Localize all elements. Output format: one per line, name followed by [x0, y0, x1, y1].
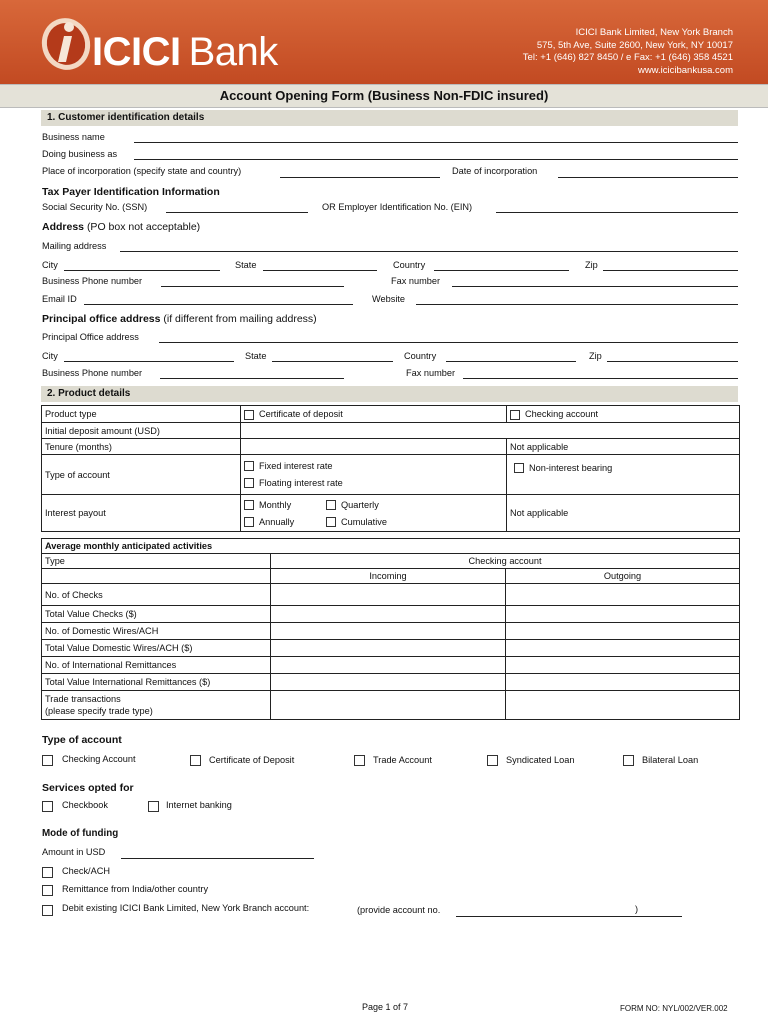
- fax-field[interactable]: [452, 286, 738, 287]
- branch-address: [523, 27, 733, 77]
- tenure-field[interactable]: [241, 439, 507, 455]
- principal-city-label: City: [42, 351, 58, 361]
- principal-address-field[interactable]: [159, 342, 738, 343]
- dba-label: Doing business as: [42, 149, 118, 159]
- fax-label: Fax number: [391, 276, 441, 286]
- interest-payout-label: Interest payout: [42, 495, 241, 532]
- form-number: FORM NO: NYL/002/VER.002: [620, 1004, 728, 1013]
- checking-account-checkbox[interactable]: [42, 755, 53, 766]
- page-header: [0, 0, 768, 84]
- email-label: Email ID: [42, 294, 77, 304]
- tenure-na: Not applicable: [507, 439, 740, 455]
- provide-account-label: (provide account no.: [357, 905, 441, 915]
- check-ach-label: Check/ACH: [62, 866, 110, 876]
- table-row-label: No. of International Remittances: [42, 657, 271, 674]
- checkbox[interactable]: [244, 410, 254, 420]
- incoming-cell[interactable]: [271, 657, 506, 674]
- incoming-cell[interactable]: [271, 584, 506, 606]
- date-of-incorporation-label: Date of incorporation: [452, 166, 538, 176]
- checkbox[interactable]: [326, 500, 336, 510]
- dba-field[interactable]: [134, 159, 738, 160]
- outgoing-cell[interactable]: [506, 691, 740, 720]
- payout-na: Not applicable: [507, 495, 740, 532]
- outgoing-cell[interactable]: [506, 640, 740, 657]
- ein-label: OR Employer Identification No. (EIN): [322, 202, 473, 212]
- check-ach-checkbox[interactable]: [42, 867, 53, 878]
- outgoing-cell[interactable]: [506, 606, 740, 623]
- account-number-field[interactable]: [456, 916, 682, 917]
- email-field[interactable]: [84, 304, 353, 305]
- section-heading-product: 2. Product details: [41, 386, 738, 402]
- quarterly-option[interactable]: Quarterly: [326, 499, 379, 511]
- debit-account-label: Debit existing ICICI Bank Limited, New York Branch account:: [62, 903, 310, 913]
- ssn-field[interactable]: [166, 212, 308, 213]
- principal-office-heading: Principal office address (if different from mailing address): [42, 313, 317, 325]
- trade-account-checkbox[interactable]: [354, 755, 365, 766]
- remittance-label: Remittance from India/other country: [62, 884, 209, 894]
- principal-address-label: Principal Office address: [42, 332, 139, 342]
- principal-country-label: Country: [404, 351, 437, 361]
- amount-usd-label: Amount in USD: [42, 847, 106, 857]
- checkbook-checkbox[interactable]: [42, 801, 53, 812]
- fixed-rate-option[interactable]: Fixed interest rate: [244, 458, 503, 475]
- close-paren: ): [635, 904, 639, 914]
- incoming-cell[interactable]: [271, 623, 506, 640]
- cd-option[interactable]: Certificate of deposit: [241, 406, 507, 423]
- branch-line: 575, 5th Ave, Suite 2600, New York, NY 10017: [536, 39, 733, 51]
- checkbox[interactable]: [244, 461, 254, 471]
- initial-deposit-label: Initial deposit amount (USD): [42, 423, 241, 439]
- mailing-address-field[interactable]: [120, 251, 738, 252]
- mailing-address-label: Mailing address: [42, 241, 107, 251]
- principal-city-field[interactable]: [64, 361, 234, 362]
- page-number: Page 1 of 7: [362, 1002, 409, 1012]
- website-field[interactable]: [416, 304, 738, 305]
- services-heading: Services opted for: [42, 782, 134, 794]
- business-phone-label: Business Phone number: [42, 276, 143, 286]
- place-of-incorporation-field[interactable]: [280, 177, 440, 178]
- non-interest-option[interactable]: Non-interest bearing: [510, 459, 736, 476]
- country-label: Country: [393, 260, 426, 270]
- country-field[interactable]: [434, 270, 569, 271]
- ein-field[interactable]: [496, 212, 738, 213]
- monthly-option[interactable]: Monthly: [244, 499, 326, 511]
- checkbook-label: Checkbook: [62, 800, 108, 810]
- bank-logo: ICICI Bank: [92, 30, 278, 74]
- funding-heading: Mode of funding: [42, 828, 119, 839]
- bilateral-loan-checkbox[interactable]: [623, 755, 634, 766]
- checkbox[interactable]: [244, 478, 254, 488]
- syndicated-loan-checkbox[interactable]: [487, 755, 498, 766]
- date-of-incorporation-field[interactable]: [558, 177, 738, 178]
- branch-line: Tel: +1 (646) 827 8450 / e Fax: +1 (646) 358 4521: [522, 52, 733, 63]
- outgoing-cell[interactable]: [506, 674, 740, 691]
- principal-phone-label: Business Phone number: [42, 368, 143, 378]
- checkbox[interactable]: [510, 410, 520, 420]
- amount-usd-field[interactable]: [121, 858, 314, 859]
- state-field[interactable]: [263, 270, 377, 271]
- internet-banking-label: Internet banking: [166, 800, 232, 810]
- tenure-label: Tenure (months): [42, 439, 241, 455]
- principal-state-label: State: [245, 351, 267, 361]
- principal-country-field[interactable]: [446, 361, 576, 362]
- website-label: Website: [372, 294, 406, 304]
- checkbox[interactable]: [514, 463, 524, 473]
- checkbox[interactable]: [244, 517, 254, 527]
- form-title: Account Opening Form (Business Non-FDIC insured): [0, 84, 768, 108]
- outgoing-header: Outgoing: [506, 569, 740, 584]
- table-row-label: Total Value Domestic Wires/ACH ($): [42, 640, 271, 657]
- product-table: [41, 405, 740, 532]
- product-type-label: Product type: [42, 406, 241, 423]
- tax-heading: Tax Payer Identification Information: [42, 186, 220, 198]
- remittance-checkbox[interactable]: [42, 885, 53, 896]
- outgoing-cell[interactable]: [506, 657, 740, 674]
- incoming-cell[interactable]: [271, 691, 506, 720]
- cumulative-option[interactable]: Cumulative: [326, 516, 387, 528]
- principal-state-field[interactable]: [272, 361, 393, 362]
- ssn-label: Social Security No. (SSN): [42, 202, 148, 212]
- incoming-cell[interactable]: [271, 674, 506, 691]
- address-heading: Address (PO box not acceptable): [42, 221, 201, 233]
- incoming-cell[interactable]: [271, 640, 506, 657]
- zip-field[interactable]: [603, 270, 738, 271]
- checking-account-header: Checking account: [271, 554, 740, 569]
- business-name-field[interactable]: [134, 142, 738, 143]
- table-row-label: No. of Checks: [42, 584, 271, 606]
- table-row-label: Total Value Checks ($): [42, 606, 271, 623]
- checkbox[interactable]: [326, 517, 336, 527]
- outgoing-cell[interactable]: [506, 623, 740, 640]
- trade-account-label: Trade Account: [373, 755, 432, 765]
- checking-option[interactable]: Checking account: [507, 406, 740, 423]
- incoming-cell[interactable]: [271, 606, 506, 623]
- business-phone-field[interactable]: [161, 286, 344, 287]
- state-label: State: [235, 260, 257, 270]
- business-name-label: Business name: [42, 132, 105, 142]
- principal-fax-label: Fax number: [406, 368, 456, 378]
- type-of-account-label: Type of account: [42, 455, 241, 495]
- table-row-label: Total Value International Remittances ($): [42, 674, 271, 691]
- activities-heading: Average monthly anticipated activities: [42, 539, 740, 554]
- city-label: City: [42, 260, 58, 270]
- cd-checkbox[interactable]: [190, 755, 201, 766]
- checkbox[interactable]: [244, 500, 254, 510]
- initial-deposit-field[interactable]: [241, 423, 740, 439]
- syndicated-loan-label: Syndicated Loan: [506, 755, 575, 765]
- trade-transactions-label: Trade transactions (please specify trade type): [42, 691, 271, 720]
- principal-zip-label: Zip: [589, 351, 602, 361]
- floating-rate-option[interactable]: Floating interest rate: [244, 475, 503, 492]
- place-of-incorporation-label: Place of incorporation (specify state and country): [42, 166, 242, 176]
- principal-phone-field[interactable]: [160, 378, 344, 379]
- section-heading-customer: 1. Customer identification details: [41, 110, 738, 126]
- branch-line: www.icicibankusa.com: [637, 64, 733, 76]
- incoming-header: Incoming: [271, 569, 506, 584]
- icici-logo-icon: [36, 12, 96, 72]
- principal-fax-field[interactable]: [463, 378, 738, 379]
- branch-line: ICICI Bank Limited, New York Branch: [575, 27, 733, 38]
- cd-label: Certificate of Deposit: [209, 755, 295, 765]
- internet-banking-checkbox[interactable]: [148, 801, 159, 812]
- type-column-header: Type: [42, 554, 271, 569]
- table-row-label: No. of Domestic Wires/ACH: [42, 623, 271, 640]
- debit-account-checkbox[interactable]: [42, 905, 53, 916]
- zip-label: Zip: [585, 260, 598, 270]
- activities-table: [41, 538, 740, 720]
- annually-option[interactable]: Annually: [244, 516, 326, 528]
- outgoing-cell[interactable]: [506, 584, 740, 606]
- principal-zip-field[interactable]: [607, 361, 738, 362]
- checking-account-label: Checking Account: [62, 754, 136, 764]
- bilateral-loan-label: Bilateral Loan: [642, 755, 699, 765]
- type-of-account-heading: Type of account: [42, 734, 122, 746]
- city-field[interactable]: [64, 270, 220, 271]
